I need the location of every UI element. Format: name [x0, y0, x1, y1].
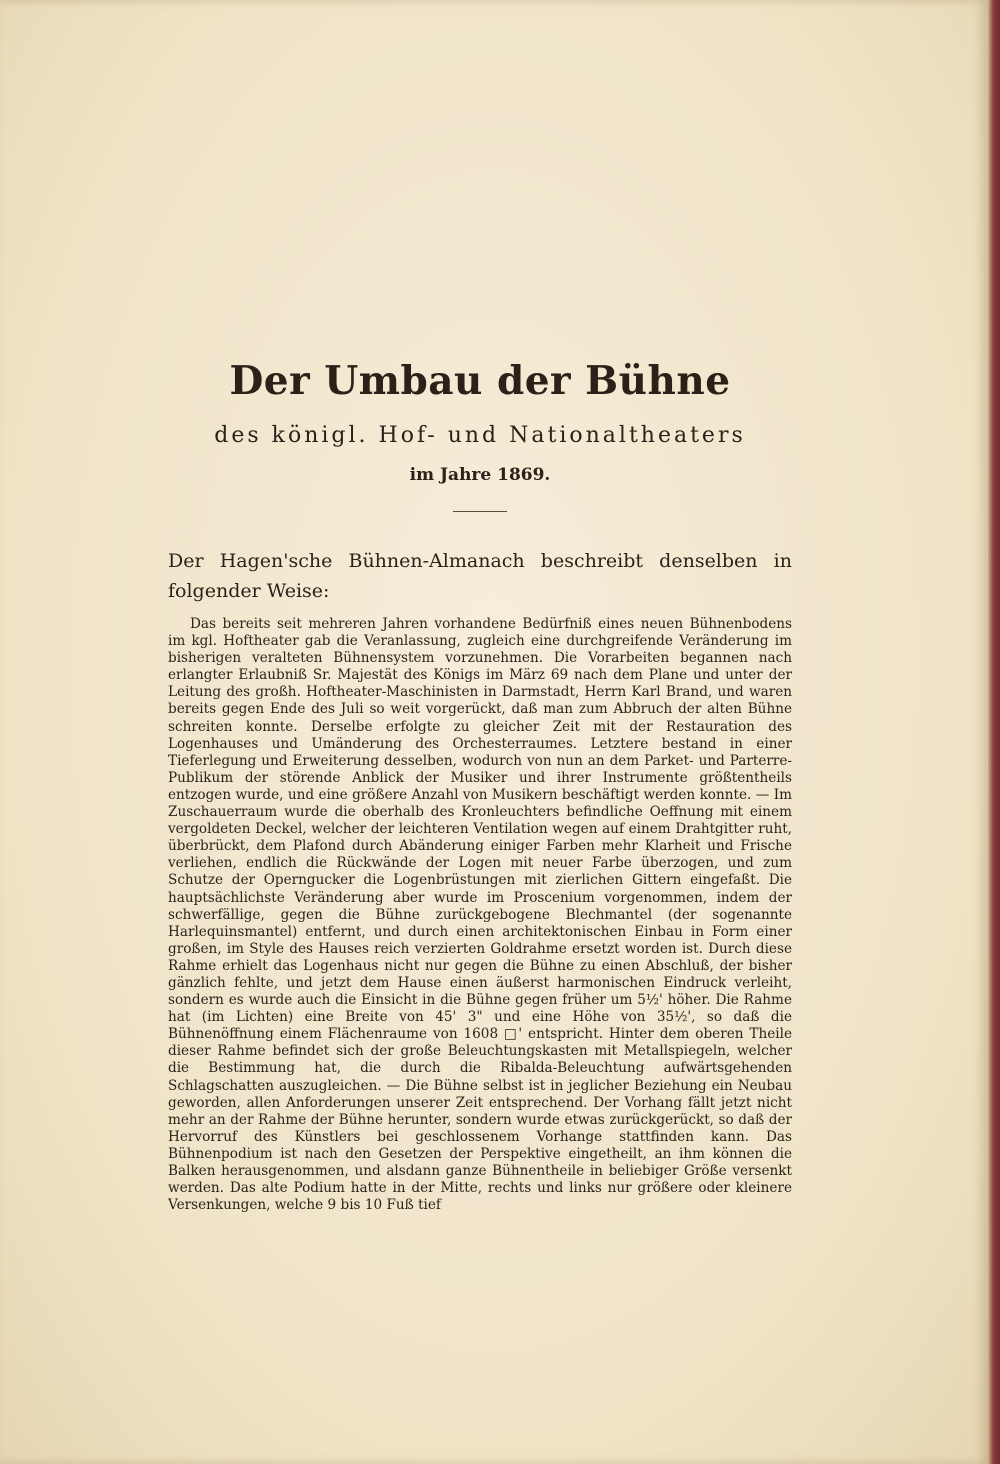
- intro-paragraph: Der Hagen'sche Bühnen-Almanach beschreibt denselben in folgender Weise:: [168, 550, 792, 602]
- page-content: [168, 355, 792, 1214]
- page-subtitle: des königl. Hof- und Nationaltheaters: [214, 423, 746, 448]
- body-paragraph: Das bereits seit mehreren Jahren vorhandene Bedürfniß eines neuen Bühnenbodens im kgl. Hoftheater gab die Veranlassung, zugleich eine durchgreifende Veränderung im bisherigen veralteten Bühnensystem vorzunehmen. Die Vorarbeiten begannen nach erlangter Erlaubniß Sr. Majestät des Königs im März 69 nach dem Plane und unter der Leitung des großh. Hoftheater-Maschinisten in Darmstadt, Herrn Karl Brand, und waren bereits gegen Ende des Juli so weit vorgerückt, daß man zum Abbruch der alten Bühne schreiten konnte. Derselbe erfolgte zu gleicher Zeit mit der Restauration des Logenhauses und Umänderung des Orchesterraumes. Letztere bestand in einer Tieferlegung und Erweiterung desselben, wodurch von nun an dem Parket- und Parterre-Publikum der störende Anblick der Musiker und ihrer Instrumente größtentheils entzogen wurde, und eine größere Anzahl von Musikern beschäftigt werden konnte. — Im Zuschauerraum wurde die oberhalb des Kronleuchters befindliche Oeffnung mit einem vergoldeten Deckel, welcher der leichteren Ventilation wegen auf einem Drahtgitter ruht, überbrückt, dem Plafond durch Abänderung einiger Farben mehr Klarheit und Frische verliehen, endlich die Rückwände der Logen mit neuer Farbe überzogen, und zum Schutze der Operngucker die Logenbrüstungen mit zierlichen Gittern eingefaßt. Die hauptsächlichste Veränderung aber wurde im Proscenium vorgenommen, indem der schwerfällige, gegen die Bühne zurückgebogene Blechmantel (der sogenannte Harlequinsmantel) entfernt, und durch einen architektonischen Einbau in Form einer großen, im Style des Hauses reich verzierten Goldrahme ersetzt worden ist. Durch diese Rahme erhielt das Logenhaus nicht nur gegen die Bühne zu einen Abschluß, der bisher gänzlich fehlte, und jetzt dem Hause einen äußerst harmonischen Eindruck verleiht, sondern es wurde auch die Einsicht in die Bühne gegen früher um 5½' höher. Die Rahme hat (im Lichten) eine Breite von 45' 3" und eine Höhe von 35½', so daß die Bühnenöffnung einem Flächenraume von 1608 □' entspricht. Hinter dem oberen Theile dieser Rahme befindet sich der große Beleuchtungskasten mit Metallspiegeln, welcher die Bestimmung hat, die durch die Ribalda-Beleuchtung aufwärtsgehenden Schlagschatten auszugleichen. — Die Bühne selbst ist in jeglicher Beziehung ein Neubau geworden, allen Anforderungen unserer Zeit entsprechend. Der Vorhang fällt jetzt nicht mehr an der Rahme der Bühne herunter, sondern wurde etwas zurückgerückt, so daß der Hervorruf des Künstlers bei geschlossenem Vorhange stattfinden kann. Das Bühnenpodium ist nach den Gesetzen der Perspektive eingetheilt, an ihm können die Balken herausgenommen, und alsdann ganze Bühnentheile in beliebiger Größe versenkt werden. Das alte Podium hatte in der Mitte, rechts und links nur größere oder kleinere Versenkungen, welche 9 bis 10 Fuß tief: [168, 616, 792, 1214]
- book-spine-edge: [988, 0, 1000, 1464]
- divider-rule: [453, 511, 507, 512]
- year-line: im Jahre 1869.: [409, 465, 551, 485]
- page-title: Der Umbau der Bühne: [229, 358, 731, 404]
